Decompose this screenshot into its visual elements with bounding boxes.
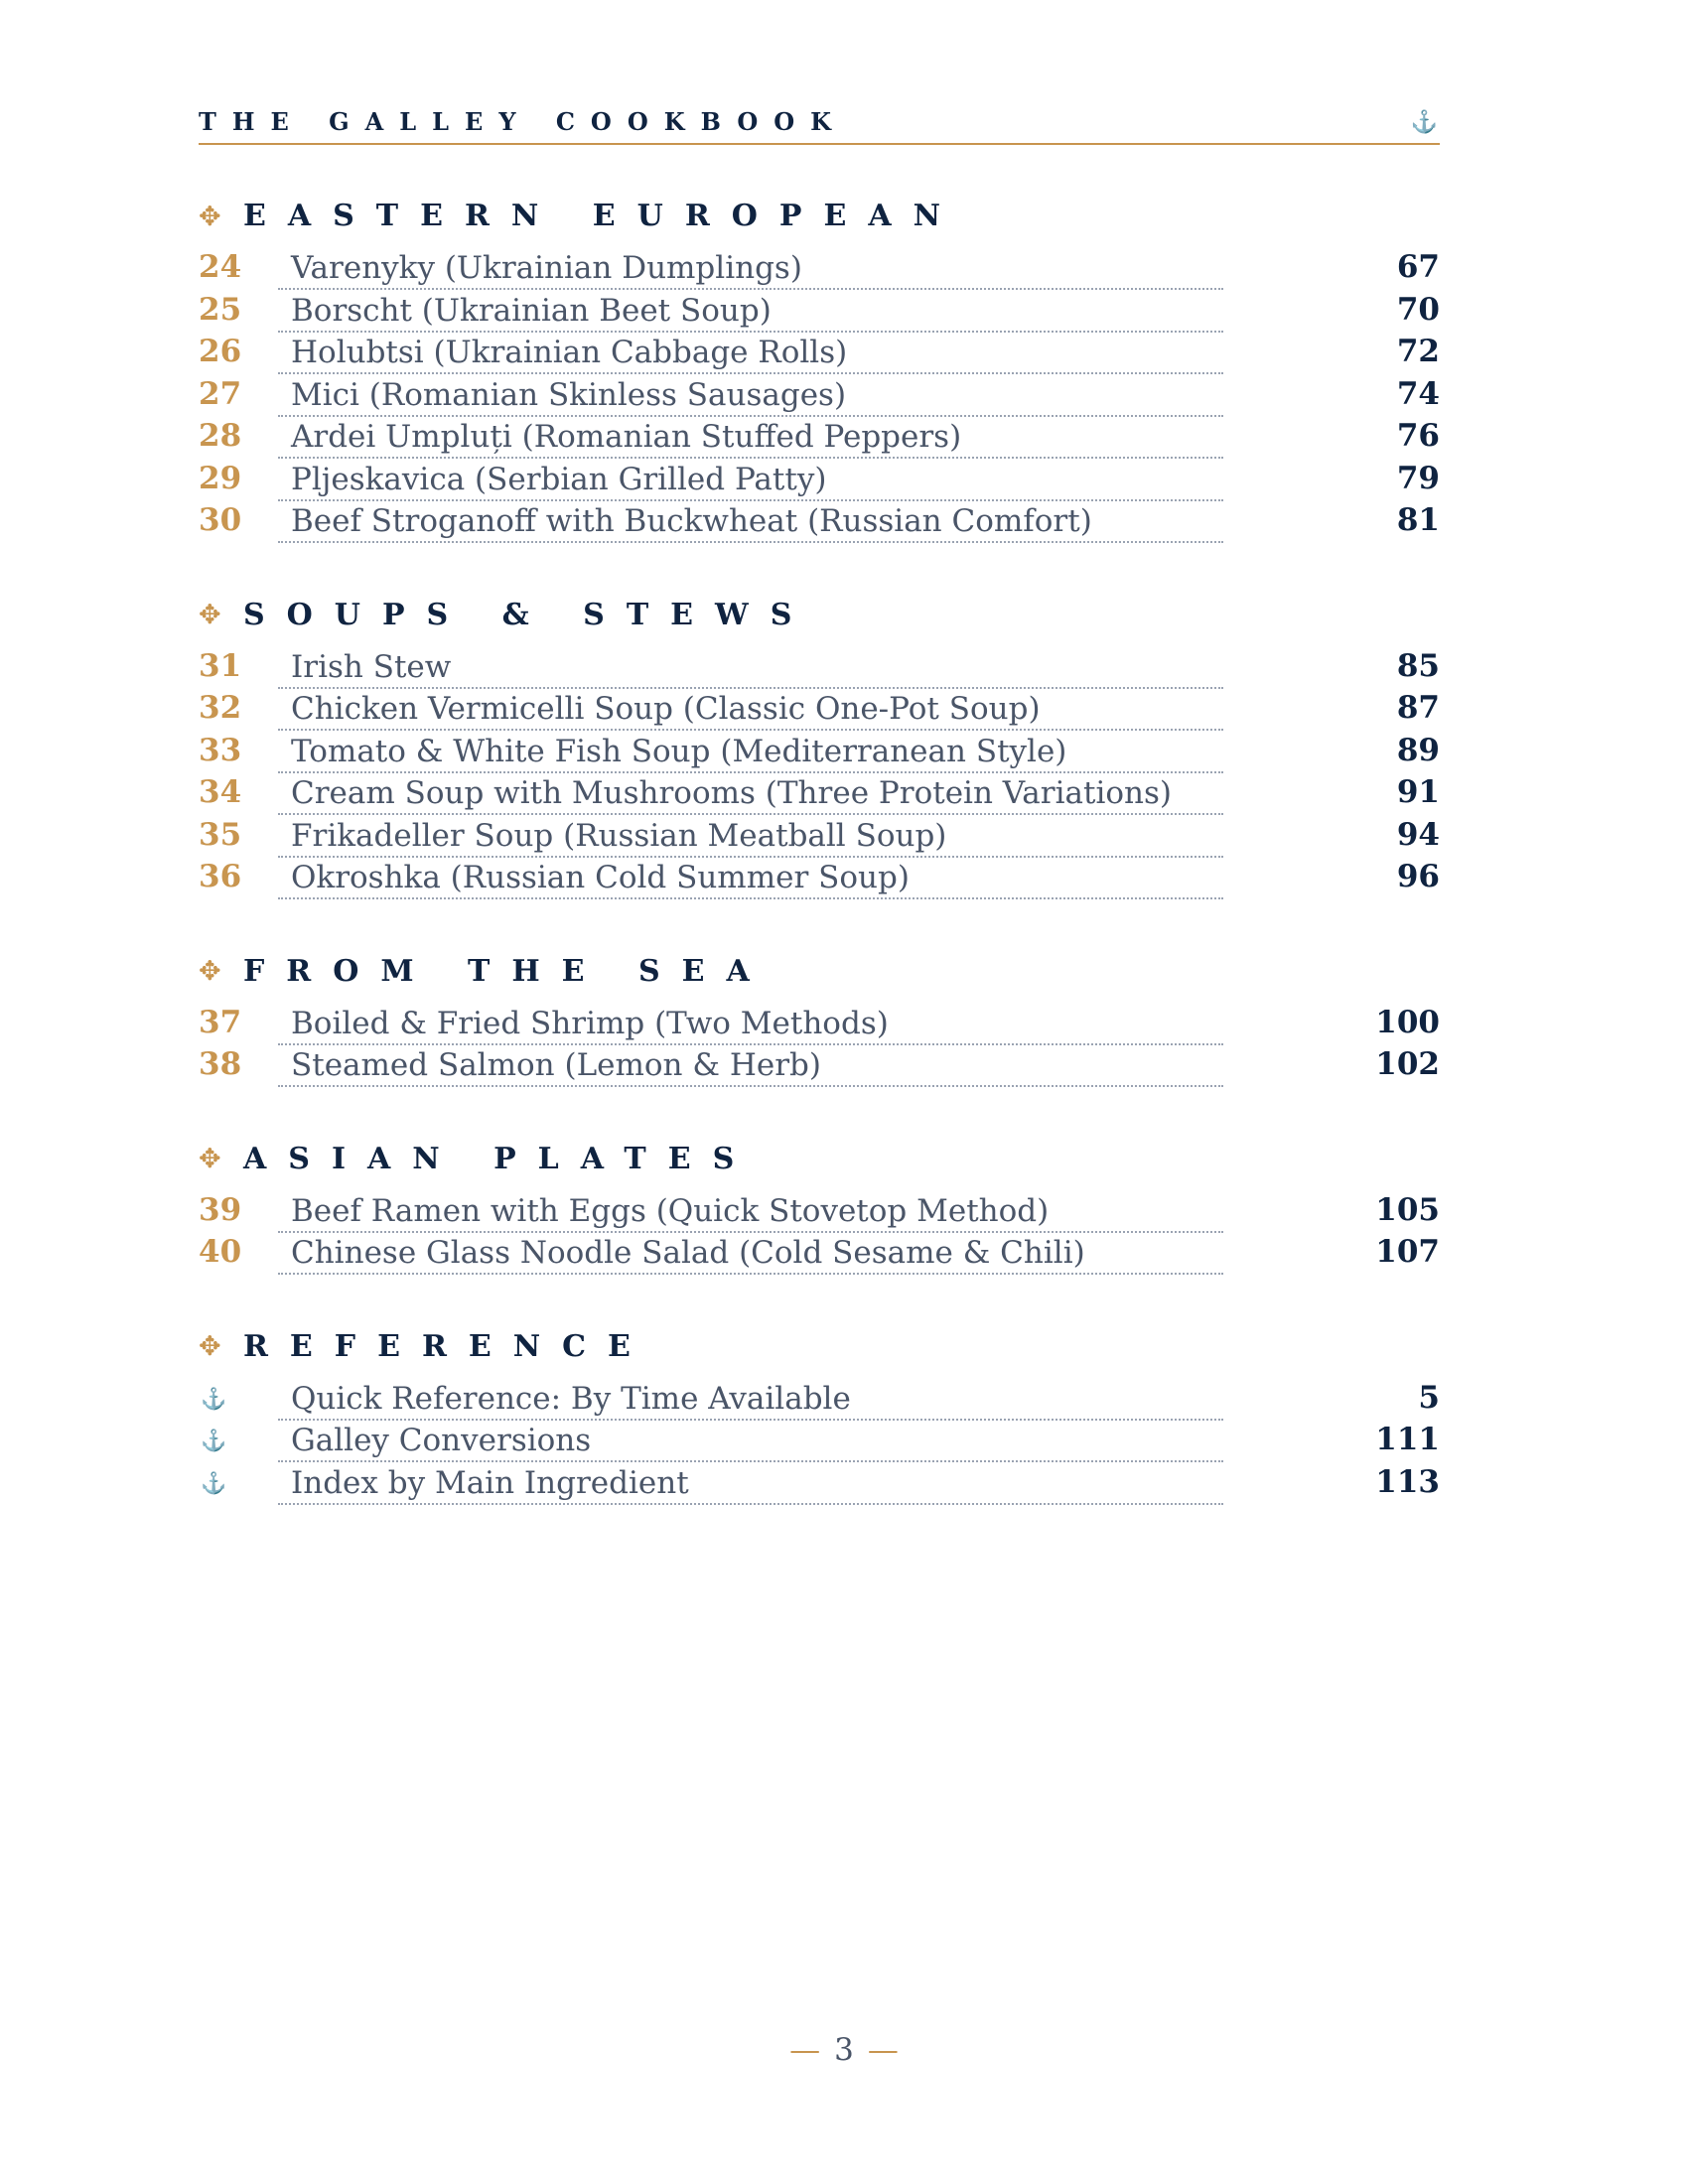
entry-page-number: 70 <box>1396 291 1440 328</box>
entry-title: Holubtsi (Ukrainian Cabbage Rolls) <box>291 335 848 370</box>
section-title: SOUPS & STEWS <box>243 597 814 632</box>
toc-entry[interactable] <box>199 1004 1440 1046</box>
recipe-number: 34 <box>199 774 242 810</box>
dotted-leader <box>278 1085 1223 1087</box>
folio-dash-right: — <box>867 2032 899 2068</box>
dotted-leader <box>278 897 1223 899</box>
recipe-number: 30 <box>199 502 242 538</box>
toc-entry[interactable] <box>199 1379 1440 1422</box>
table-of-contents <box>199 197 1440 1505</box>
entry-title: Ardei Umpluți (Romanian Stuffed Peppers) <box>291 419 962 455</box>
page-number: 3 <box>834 2032 854 2068</box>
toc-section <box>199 1327 1440 1506</box>
toc-entry[interactable] <box>199 1045 1440 1088</box>
recipe-number: 31 <box>199 647 242 684</box>
entry-title: Steamed Salmon (Lemon & Herb) <box>291 1047 821 1083</box>
anchor-icon: ⚓ <box>201 1386 227 1411</box>
recipe-number: 26 <box>199 334 242 369</box>
recipe-number: 24 <box>199 249 242 285</box>
entry-title: Beef Ramen with Eggs (Quick Stovetop Method) <box>291 1192 1050 1229</box>
entry-title: Tomato & White Fish Soup (Mediterranean Style) <box>291 733 1067 769</box>
entry-page-number: 85 <box>1396 647 1440 684</box>
toc-entry[interactable] <box>199 732 1440 774</box>
entry-page-number: 79 <box>1396 460 1440 496</box>
dotted-leader <box>278 1273 1223 1275</box>
entry-title: Varenyky (Ukrainian Dumplings) <box>291 250 802 286</box>
entry-page-number: 81 <box>1396 502 1440 538</box>
anchor-icon: ⚓ <box>201 1470 227 1495</box>
recipe-number: 25 <box>199 291 242 328</box>
recipe-number: 35 <box>199 816 242 853</box>
recipe-number: 32 <box>199 690 242 726</box>
entry-page-number: 67 <box>1396 249 1440 285</box>
entry-title: Quick Reference: By Time Available <box>291 1380 851 1417</box>
entry-title: Galley Conversions <box>291 1423 592 1458</box>
running-header <box>199 99 1440 145</box>
entry-title: Cream Soup with Mushrooms (Three Protein Variations) <box>291 775 1173 811</box>
toc-section <box>199 197 1440 544</box>
toc-entry[interactable] <box>199 375 1440 418</box>
recipe-number: 37 <box>199 1004 242 1040</box>
toc-entry[interactable] <box>199 689 1440 732</box>
entry-page-number: 74 <box>1396 375 1440 412</box>
compass-rose-icon: ✥ <box>199 600 221 630</box>
toc-section <box>199 596 1440 900</box>
entry-title: Chicken Vermicelli Soup (Classic One-Pot Soup) <box>291 691 1041 727</box>
entry-title: Boiled & Fried Shrimp (Two Methods) <box>291 1005 889 1041</box>
recipe-number: 29 <box>199 460 242 496</box>
section-title: REFERENCE <box>243 1328 652 1364</box>
entry-title: Irish Stew <box>291 648 452 685</box>
folio-dash-left: — <box>789 2032 821 2068</box>
toc-entry[interactable] <box>199 501 1440 544</box>
entry-page-number: 113 <box>1375 1463 1440 1500</box>
entry-page-number: 89 <box>1396 732 1440 768</box>
toc-entry[interactable] <box>199 291 1440 334</box>
entry-title: Okroshka (Russian Cold Summer Soup) <box>291 860 910 895</box>
entry-page-number: 102 <box>1375 1046 1440 1082</box>
toc-entry[interactable] <box>199 647 1440 690</box>
entry-page-number: 105 <box>1375 1191 1440 1228</box>
toc-section <box>199 1140 1440 1276</box>
toc-entry[interactable] <box>199 460 1440 502</box>
page-footer <box>0 2032 1688 2068</box>
recipe-number: 27 <box>199 375 242 412</box>
section-heading <box>199 1140 1440 1179</box>
entry-title: Borscht (Ukrainian Beet Soup) <box>291 292 772 329</box>
section-title: ASIAN PLATES <box>243 1141 757 1176</box>
section-title: EASTERN EUROPEAN <box>243 199 963 233</box>
entry-page-number: 107 <box>1375 1234 1440 1270</box>
toc-entry[interactable] <box>199 248 1440 291</box>
entry-title: Chinese Glass Noodle Salad (Cold Sesame & Chili) <box>291 1235 1085 1271</box>
compass-rose-icon: ✥ <box>199 201 221 232</box>
entry-page-number: 96 <box>1396 859 1440 894</box>
recipe-number: 28 <box>199 418 242 454</box>
entry-page-number: 111 <box>1375 1422 1440 1457</box>
anchor-icon: ⚓ <box>1410 110 1438 135</box>
entry-page-number: 5 <box>1418 1379 1440 1416</box>
entry-page-number: 100 <box>1375 1004 1440 1040</box>
entry-title: Index by Main Ingredient <box>291 1464 689 1501</box>
toc-entry[interactable] <box>199 333 1440 375</box>
compass-rose-icon: ✥ <box>199 1331 221 1362</box>
entry-page-number: 72 <box>1396 334 1440 369</box>
section-heading <box>199 1327 1440 1367</box>
toc-entry[interactable] <box>199 773 1440 816</box>
entry-title: Mici (Romanian Skinless Sausages) <box>291 376 847 413</box>
recipe-number: 39 <box>199 1191 242 1228</box>
running-header-title: THE GALLEY COOKBOOK <box>199 107 848 136</box>
toc-entry[interactable] <box>199 858 1440 900</box>
toc-entry[interactable] <box>199 1421 1440 1463</box>
section-title: FROM THE SEA <box>243 953 772 989</box>
entry-page-number: 76 <box>1396 418 1440 454</box>
entry-title: Frikadeller Soup (Russian Meatball Soup) <box>291 817 947 854</box>
compass-rose-icon: ✥ <box>199 956 221 987</box>
entry-page-number: 91 <box>1396 774 1440 810</box>
entry-page-number: 94 <box>1396 816 1440 853</box>
anchor-icon: ⚓ <box>201 1429 227 1452</box>
dotted-leader <box>278 1503 1223 1505</box>
recipe-number: 38 <box>199 1046 242 1082</box>
section-heading <box>199 596 1440 635</box>
section-heading <box>199 197 1440 236</box>
toc-entry[interactable] <box>199 1463 1440 1506</box>
toc-entry[interactable] <box>199 417 1440 460</box>
toc-page <box>199 99 1440 1505</box>
entry-page-number: 87 <box>1396 690 1440 726</box>
recipe-number: 36 <box>199 859 242 894</box>
toc-entry[interactable] <box>199 816 1440 859</box>
recipe-number: 33 <box>199 732 242 768</box>
entry-title: Pljeskavica (Serbian Grilled Patty) <box>291 461 827 497</box>
recipe-number: 40 <box>199 1234 242 1270</box>
compass-rose-icon: ✥ <box>199 1144 221 1174</box>
toc-section <box>199 952 1440 1088</box>
section-heading <box>199 952 1440 992</box>
dotted-leader <box>278 541 1223 543</box>
toc-entry[interactable] <box>199 1191 1440 1234</box>
toc-entry[interactable] <box>199 1233 1440 1276</box>
entry-title: Beef Stroganoff with Buckwheat (Russian Comfort) <box>291 503 1092 539</box>
